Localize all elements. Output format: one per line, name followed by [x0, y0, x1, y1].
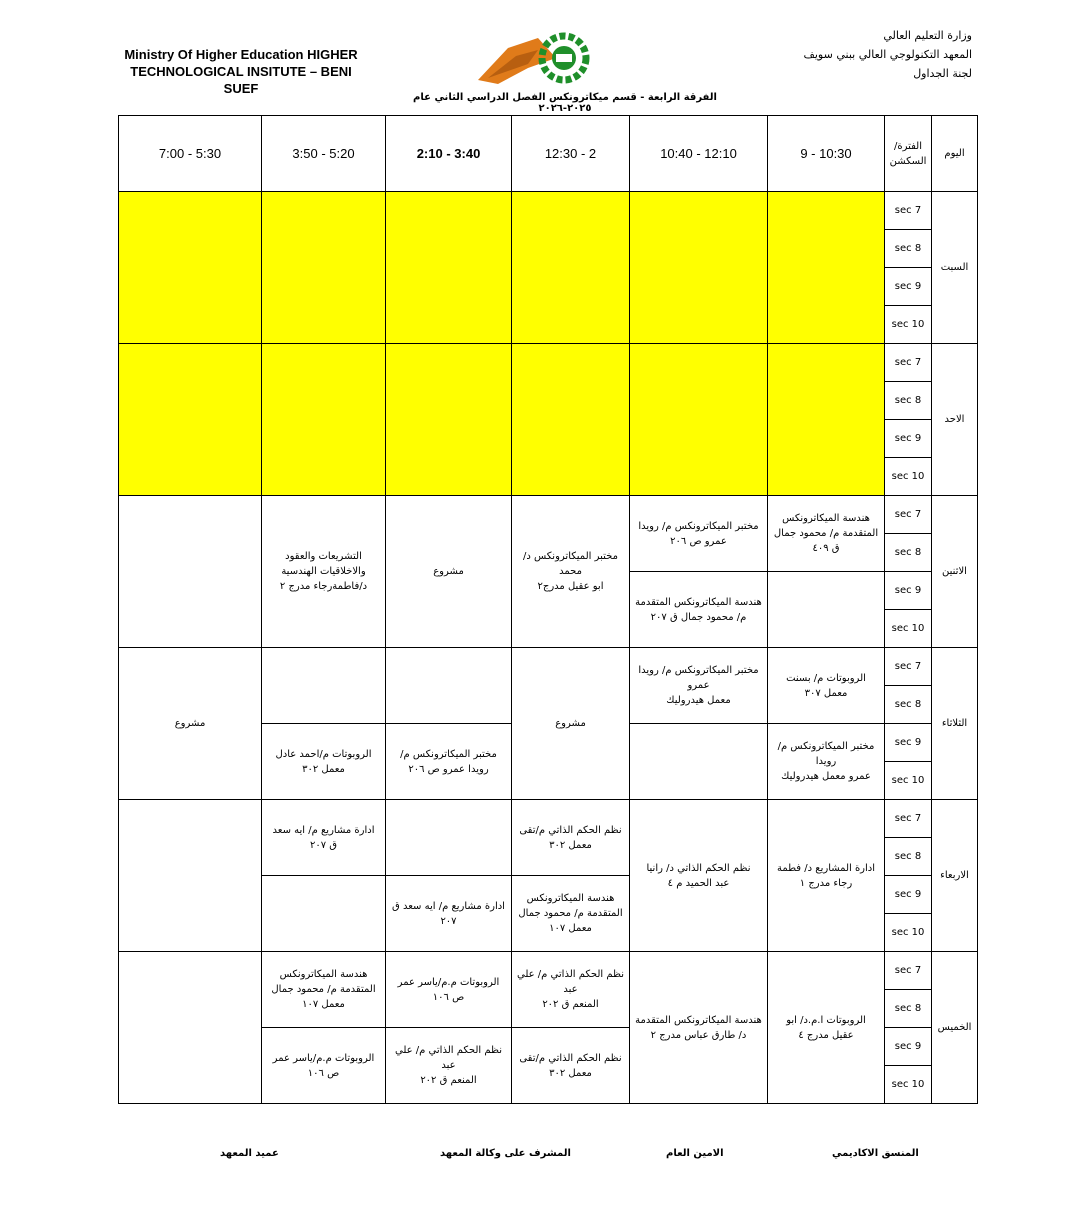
class-line: معمل ١٠٧: [302, 999, 345, 1010]
table-row: [119, 192, 978, 230]
class-cell: [386, 724, 512, 800]
col-day-header: اليوم: [932, 116, 978, 192]
period-label-2: السكشن: [889, 155, 927, 167]
class-line: التشريعات والعقود: [285, 551, 362, 562]
class-line: معمل ٣٠٧: [804, 687, 848, 699]
empty-cell: [512, 192, 630, 344]
class-cell: [630, 952, 768, 1104]
class-line: الروبوتات م/ بسنت: [786, 672, 866, 684]
class-line: معمل ١٠٧: [549, 923, 592, 934]
class-cell: [768, 800, 885, 952]
section-cell: sec 9: [885, 1028, 932, 1066]
class-cell: [512, 952, 630, 1028]
empty-cell: [512, 344, 630, 496]
class-line: معمل ٣٠٢: [549, 1067, 592, 1079]
schedule-subtitle: الفرقة الرابعة - قسم ميكاترونكس الفصل الدراسي الثاني عام ٢٠٢٥-٢٠٢٦: [413, 92, 717, 114]
signature-secretary-general: الامين العام: [666, 1148, 724, 1159]
class-cell: [386, 876, 512, 952]
class-line: نظم الحكم الذاتي د/ رانيا: [646, 862, 751, 874]
class-cell: [386, 952, 512, 1028]
class-line: رويدا عمرو ص ٢٠٦: [408, 763, 489, 775]
section-cell: sec 9: [885, 876, 932, 914]
class-cell: [768, 952, 885, 1104]
day-tuesday: الثلاثاء: [932, 648, 978, 800]
empty-cell: [630, 724, 768, 800]
table-row: [119, 952, 978, 990]
class-line: ق ٤٠٩: [812, 543, 840, 554]
header-en-line-1: Ministry Of Higher Education HIGHER: [124, 47, 358, 62]
class-cell: [512, 1028, 630, 1104]
class-line: الروبوتات م/احمد عادل: [275, 748, 372, 760]
class-line: ادارة مشاريع م/ ايه سعد: [272, 824, 375, 836]
class-line: ٢٠٧: [440, 915, 457, 927]
time-slot-2: 10:40 - 12:10: [630, 116, 768, 192]
class-cell: [512, 496, 630, 648]
empty-cell: [386, 192, 512, 344]
period-label-1: الفترة/: [893, 140, 923, 152]
empty-cell: [386, 800, 512, 876]
section-cell: sec 9: [885, 420, 932, 458]
class-line: هندسة الميكاترونكس: [782, 513, 870, 524]
class-line: مشروع: [555, 718, 586, 729]
section-cell: sec 10: [885, 914, 932, 952]
class-line: الروبوتات م.م/ياسر عمر: [272, 1052, 375, 1064]
class-cell: [630, 572, 768, 648]
class-line: مختبر الميكاترونكس م/ رويدا: [777, 741, 875, 767]
logo-gear-slot: [556, 54, 572, 62]
institute-logo: [468, 28, 608, 92]
day-monday: الاثنين: [932, 496, 978, 648]
table-row: [119, 496, 978, 534]
class-cell: [512, 800, 630, 876]
time-slot-3: 12:30 - 2: [512, 116, 630, 192]
class-line: معمل ٣٠٢: [549, 839, 592, 851]
table-row: [119, 344, 978, 382]
class-line: المتقدمة م/ محمود جمال: [518, 908, 623, 919]
section-cell: sec 7: [885, 496, 932, 534]
section-cell: sec 9: [885, 572, 932, 610]
section-cell: sec 10: [885, 458, 932, 496]
class-cell: [262, 496, 386, 648]
section-cell: sec 10: [885, 1066, 932, 1104]
day-wednesday: الاربعاء: [932, 800, 978, 952]
time-slot-4: 2:10 - 3:40: [386, 116, 512, 192]
class-line: هندسة الميكاترونكس المتقدمة: [635, 596, 762, 608]
empty-cell: [119, 800, 262, 952]
class-line: نظم الحكم الذاتي م/تقى: [519, 1052, 622, 1064]
class-cell: [119, 648, 262, 800]
header-ar-line-2: المعهد التكنولوجي العالي ببني سويف: [803, 48, 972, 61]
header-en-line-3: SUEF: [223, 81, 259, 96]
class-line: مشروع: [174, 718, 206, 729]
section-cell: sec 7: [885, 344, 932, 382]
class-line: معمل ٣٠٢: [302, 763, 345, 775]
day-thursday: الخميس: [932, 952, 978, 1104]
class-line: ق ٢٠٧: [309, 839, 338, 851]
empty-cell: [386, 344, 512, 496]
class-cell: [512, 648, 630, 800]
empty-cell: [119, 952, 262, 1104]
class-line: مختبر الميكاترونكس م/ رويدا: [638, 520, 759, 532]
class-cell: [262, 800, 386, 876]
section-cell: sec 10: [885, 762, 932, 800]
empty-cell: [262, 192, 386, 344]
class-cell: [386, 496, 512, 648]
class-line: والاخلاقيات الهندسية: [281, 566, 366, 577]
class-cell: [630, 800, 768, 952]
empty-cell: [262, 648, 386, 724]
section-cell: sec 9: [885, 724, 932, 762]
class-cell: [630, 496, 768, 572]
class-line: د/ طارق عباس مدرج ٢: [650, 1029, 747, 1041]
class-line: ص ١٠٦: [307, 1067, 340, 1079]
signature-academic-coordinator: المنسق الاكاديمي: [832, 1148, 919, 1159]
empty-cell: [386, 648, 512, 724]
class-line: هندسة الميكاترونكس: [526, 893, 615, 904]
class-line: المنعم ق ٢٠٢: [542, 999, 599, 1010]
class-line: د/فاطمةرجاء مدرج ٢: [279, 581, 368, 592]
header-arabic: [752, 26, 972, 83]
class-cell: [262, 952, 386, 1028]
class-line: مختبر الميكاترونكس د/محمد: [523, 551, 618, 577]
section-cell: sec 8: [885, 382, 932, 420]
empty-cell: [262, 344, 386, 496]
section-cell: sec 7: [885, 648, 932, 686]
class-line: رجاء مدرج ١: [799, 877, 853, 889]
class-line: هندسة الميكاترونكس: [279, 969, 368, 980]
section-cell: sec 8: [885, 230, 932, 268]
empty-cell: [768, 344, 885, 496]
time-slot-1: 9 - 10:30: [768, 116, 885, 192]
header-english: [116, 46, 366, 97]
class-line: عقيل مدرج ٤: [798, 1029, 854, 1041]
class-cell: [768, 724, 885, 800]
section-cell: sec 8: [885, 686, 932, 724]
class-line: نظم الحكم الذاتي م/تقى: [519, 824, 622, 836]
section-cell: sec 7: [885, 192, 932, 230]
class-line: عمرو معمل هيدروليك: [781, 771, 871, 782]
table-row: [119, 800, 978, 838]
class-line: الروبوتات م.م/ياسر عمر: [397, 976, 500, 988]
empty-cell: [119, 344, 262, 496]
class-line: ادارة المشاريع د/ فطمة: [776, 862, 876, 874]
class-cell: [386, 1028, 512, 1104]
class-line: الروبوتات ا.م.د/ ابو: [786, 1014, 866, 1026]
class-cell: [768, 648, 885, 724]
class-line: معمل هيدروليك: [666, 695, 731, 706]
class-line: عمرو ص ٢٠٦: [670, 535, 727, 547]
header-row: [119, 116, 978, 192]
section-cell: sec 8: [885, 838, 932, 876]
schedule-table: [118, 115, 978, 1104]
class-line: نظم الحكم الذاتي م/ علي عبد: [517, 969, 624, 995]
class-line: ادارة مشاريع م/ ايه سعد ق: [392, 900, 505, 912]
empty-cell: [262, 876, 386, 952]
class-line: المتقدمة م/ محمود جمال: [271, 984, 376, 995]
class-cell: [768, 496, 885, 572]
empty-cell: [119, 192, 262, 344]
section-cell: sec 10: [885, 306, 932, 344]
time-slot-5: 3:50 - 5:20: [262, 116, 386, 192]
empty-cell: [768, 192, 885, 344]
signature-vice-dean-supervisor: المشرف على وكالة المعهد: [440, 1148, 571, 1159]
day-sunday: الاحد: [932, 344, 978, 496]
class-cell: [630, 648, 768, 724]
class-line: مختبر الميكاترونكس م/ رويدا عمرو: [638, 665, 759, 691]
empty-cell: [119, 496, 262, 648]
section-cell: sec 8: [885, 534, 932, 572]
header-en-line-2: TECHNOLOGICAL INSITUTE – BENI: [130, 64, 352, 79]
section-cell: sec 10: [885, 610, 932, 648]
class-line: عبد الحميد م ٤: [667, 877, 730, 889]
class-line: نظم الحكم الذاتي م/ علي عبد: [395, 1045, 502, 1071]
class-line: هندسة الميكاترونكس المتقدمة: [635, 1014, 762, 1026]
time-slot-6: 7:00 - 5:30: [119, 116, 262, 192]
col-period-header: [885, 116, 932, 192]
class-line: المتقدمة م/ محمود جمال: [773, 528, 879, 539]
header-ar-line-3: لجنة الجداول: [913, 67, 972, 80]
signature-dean: عميد المعهد: [220, 1148, 279, 1159]
day-saturday: السبت: [932, 192, 978, 344]
class-line: المنعم ق ٢٠٢: [420, 1075, 477, 1086]
class-line: ابو عقيل مدرج٢: [537, 581, 604, 592]
empty-cell: [630, 192, 768, 344]
class-line: م/ محمود جمال ق ٢٠٧: [650, 611, 747, 623]
class-cell: [262, 724, 386, 800]
class-line: ص ١٠٦: [432, 991, 465, 1003]
empty-cell: [768, 572, 885, 648]
class-line: مختبر الميكاترونكس م/: [400, 748, 497, 760]
empty-cell: [630, 344, 768, 496]
header-ar-line-1: وزارة التعليم العالي: [883, 29, 972, 42]
class-cell: [512, 876, 630, 952]
class-cell: [262, 1028, 386, 1104]
table-row: [119, 648, 978, 686]
section-cell: sec 7: [885, 800, 932, 838]
class-line: مشروع: [433, 566, 464, 577]
section-cell: sec 7: [885, 952, 932, 990]
section-cell: sec 8: [885, 990, 932, 1028]
section-cell: sec 9: [885, 268, 932, 306]
